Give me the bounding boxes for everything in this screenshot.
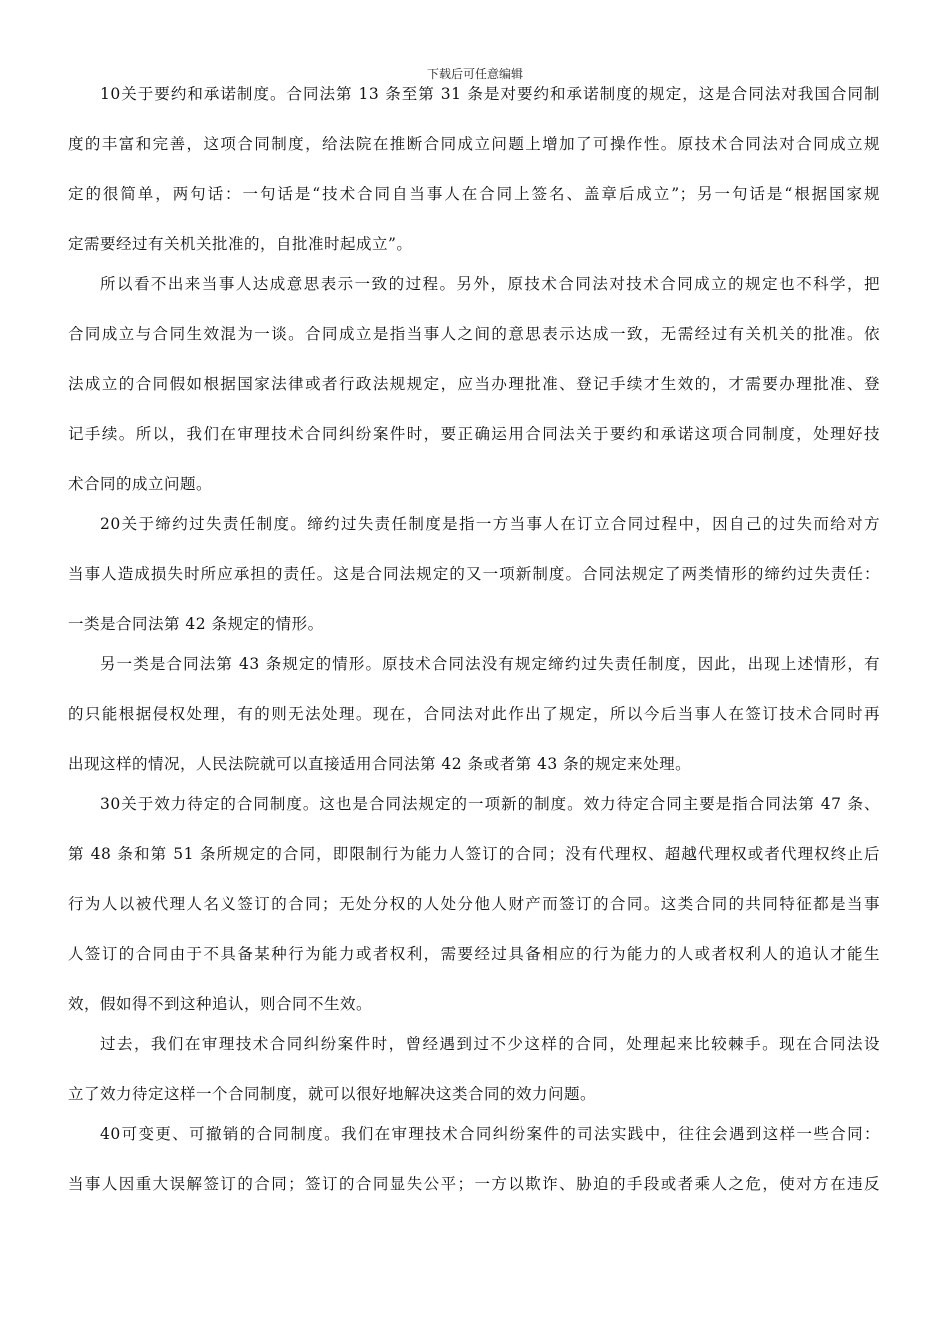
text-line: 另一类是合同法第 43 条规定的情形。原技术合同法没有规定缔约过失责任制度，因此，出现上述情形，有 — [100, 655, 880, 673]
text-line: 人签订的合同由于不具备某种行为能力或者权利，需要经过具备相应的行为能力的人或者权利人的追认才能生 — [68, 945, 880, 963]
text-line: 30关于效力待定的合同制度。这也是合同法规定的一项新的制度。效力待定合同主要是指合同法第 47 条、 — [100, 795, 880, 813]
text-line: 合同成立与合同生效混为一谈。合同成立是指当事人之间的意思表示达成一致，无需经过有关机关的批准。依 — [68, 325, 880, 343]
text-line: 当事人造成损失时所应承担的责任。这是合同法规定的又一项新制度。合同法规定了两类情形的缔约过失责任： — [68, 565, 880, 583]
paragraph-contract-formation — [68, 270, 880, 499]
text-line: 术合同的成立问题。 — [68, 475, 213, 493]
document-body — [68, 80, 880, 1220]
paragraph-revocable-contracts — [68, 1120, 880, 1199]
text-line: 40可变更、可撤销的合同制度。我们在审理技术合同纠纷案件的司法实践中，往往会遇到这样一些合同： — [100, 1125, 880, 1143]
text-line: 度的丰富和完善，这项合同制度，给法院在推断合同成立问题上增加了可操作性。原技术合同法对合同成立规 — [68, 135, 880, 153]
text-line: 过去，我们在审理技术合同纠纷案件时，曾经遇到过不少这样的合同，处理起来比较棘手。现在合同法设 — [100, 1035, 880, 1053]
text-line: 定需要经过有关机关批准的，自批准时起成立”。 — [68, 235, 413, 253]
text-line: 一类是合同法第 42 条规定的情形。 — [68, 615, 324, 633]
page-header-note: 下载后可任意编辑 — [426, 67, 523, 81]
text-line: 法成立的合同假如根据国家法律或者行政法规规定，应当办理批准、登记手续才生效的，才需要办理批准、登 — [68, 375, 880, 393]
text-line: 出现这样的情况，人民法院就可以直接适用合同法第 42 条或者第 43 条的规定来处理。 — [68, 755, 692, 773]
text-line: 定的很简单，两句话：一句话是“技术合同自当事人在合同上签名、盖章后成立”；另一句话是“根据国家规 — [68, 185, 880, 203]
paragraph-past-cases — [68, 1030, 880, 1109]
paragraph-article-43 — [68, 650, 880, 779]
text-line: 第 48 条和第 51 条所规定的合同，即限制行为能力人签订的合同；没有代理权、超越代理权或者代理权终止后 — [68, 845, 880, 863]
text-line: 10关于要约和承诺制度。合同法第 13 条至第 31 条是对要约和承诺制度的规定，这是合同法对我国合同制 — [100, 85, 880, 103]
paragraph-pending-validity — [68, 790, 880, 1019]
paragraph-culpa-in-contrahendo — [68, 510, 880, 639]
text-line: 的只能根据侵权处理，有的则无法处理。现在，合同法对此作出了规定，所以今后当事人在签订技术合同时再 — [68, 705, 880, 723]
paragraph-offer-acceptance — [68, 80, 880, 259]
text-line: 20关于缔约过失责任制度。缔约过失责任制度是指一方当事人在订立合同过程中，因自己的过失而给对方 — [100, 515, 880, 533]
text-line: 当事人因重大误解签订的合同；签订的合同显失公平；一方以欺诈、胁迫的手段或者乘人之危，使对方在违反 — [68, 1175, 880, 1193]
text-line: 行为人以被代理人名义签订的合同；无处分权的人处分他人财产而签订的合同。这类合同的共同特征都是当事 — [68, 895, 880, 913]
text-line: 所以看不出来当事人达成意思表示一致的过程。另外，原技术合同法对技术合同成立的规定也不科学，把 — [100, 275, 880, 293]
text-line: 效，假如得不到这种追认，则合同不生效。 — [68, 995, 373, 1013]
text-line: 记手续。所以，我们在审理技术合同纠纷案件时，要正确运用合同法关于要约和承诺这项合同制度，处理好技 — [68, 425, 880, 443]
text-line: 立了效力待定这样一个合同制度，就可以很好地解决这类合同的效力问题。 — [68, 1085, 597, 1103]
